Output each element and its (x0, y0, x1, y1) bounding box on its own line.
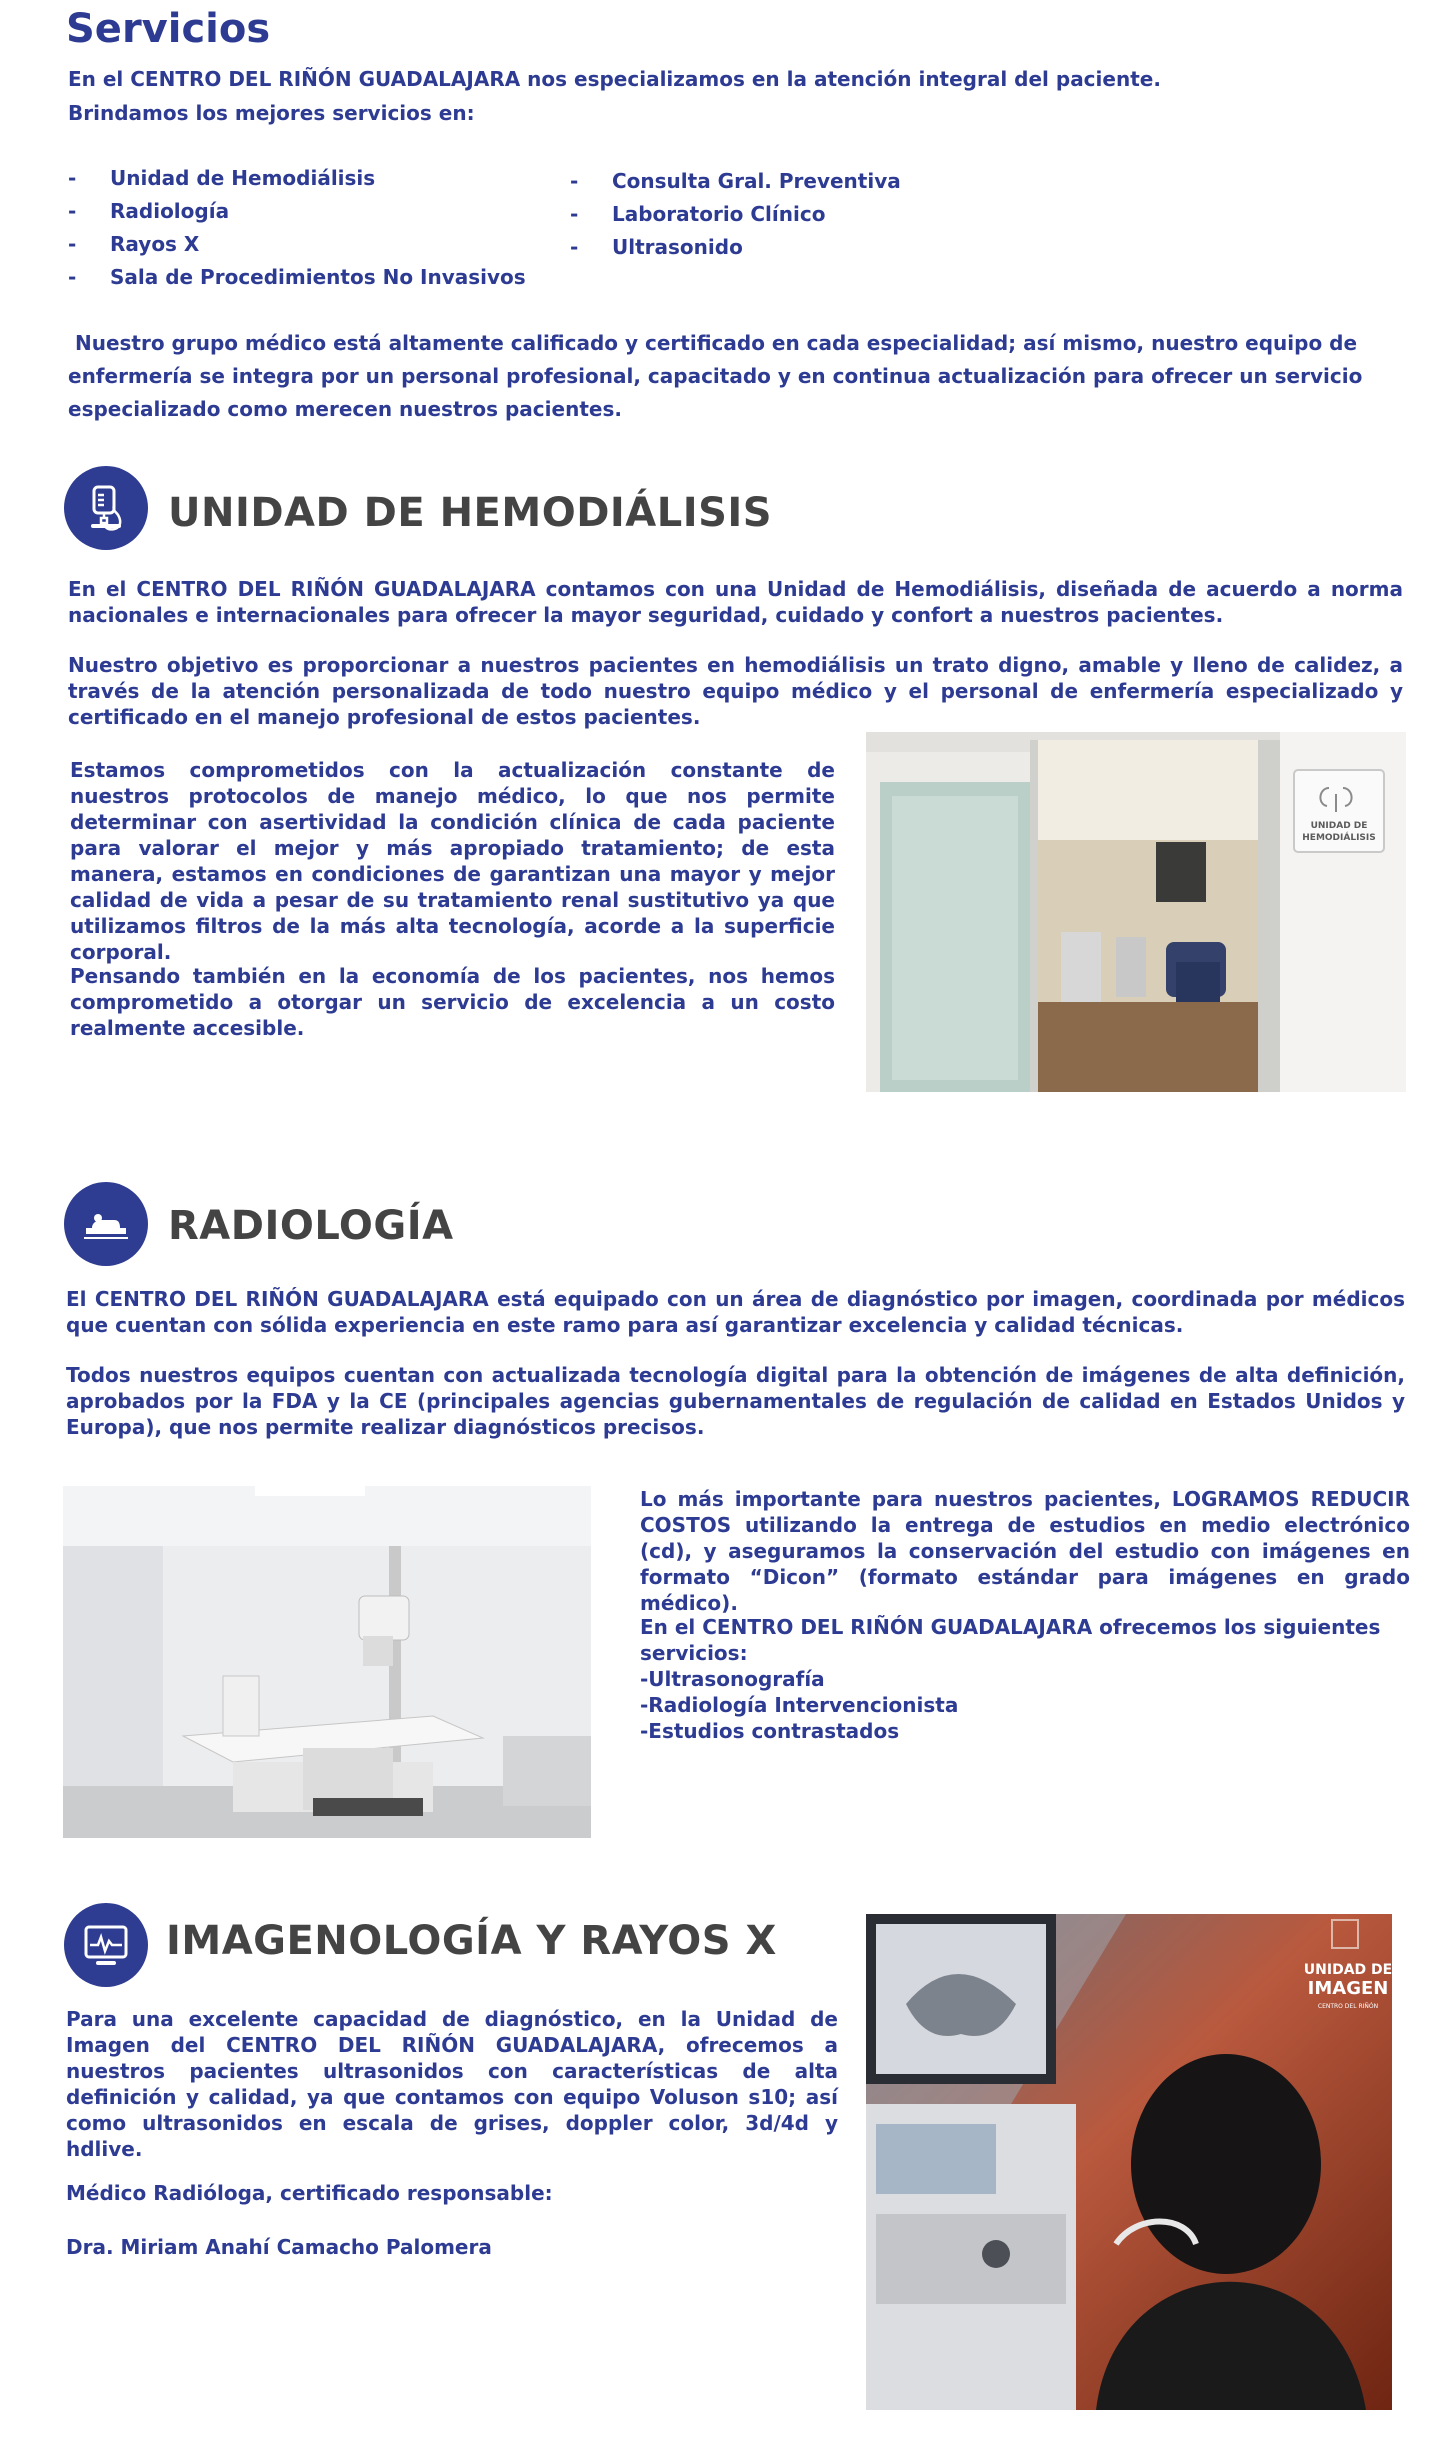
services-list-right (570, 165, 970, 264)
section-title-hemodialisis: UNIDAD DE HEMODIÁLISIS (168, 490, 773, 536)
logo-line-1: UNIDAD DE (1303, 1962, 1392, 1978)
logo-line-3: CENTRO DEL RIÑÓN (1317, 2003, 1379, 2010)
list-item: -Ultrasonografía (640, 1667, 825, 1691)
intro-line-2: Brindamos los mejores servicios en: (68, 101, 475, 125)
monitor-wave-icon (64, 1903, 148, 1987)
imagenologia-paragraph-1: Para una excelente capacidad de diagnóstico, en la Unidad de Imagen del CENTRO DEL RIÑÓN GUADALAJARA, ofrecemos a nuestros pacientes ultrasonidos con características de alta definición y calidad, ya que contamos con equipo Voluson s10; así como ultrasonidos en escala de grises, doppler color, 3d/4d y hdlive. (66, 2007, 838, 2161)
list-item: - Ultrasonido (570, 235, 743, 259)
list-item: - Laboratorio Clínico (570, 202, 826, 226)
ultrasound-photo (866, 1914, 1392, 2410)
sign-label-1: UNIDAD DE (1310, 821, 1368, 831)
imagenologia-paragraph-3: Dra. Miriam Anahí Camacho Palomera (66, 2235, 492, 2259)
radiologia-paragraph-3: Lo más importante para nuestros pacientes, LOGRAMOS REDUCIR COSTOS utilizando la entrega de estudios en medio electrónico (cd), y aseguramos la conservación del estudio con imágenes en formato “Dicon” (formato estándar para imágenes en grado médico). (640, 1487, 1410, 1615)
group-paragraph: Nuestro grupo médico está altamente calificado y certificado en cada especialidad; así mismo, nuestro equipo de enfermería se integra por un personal profesional, capacitado y en continua actualización para ofrecer un servicio especializado como merecen nuestros pacientes. (68, 331, 1370, 421)
hemodialisis-paragraph-1: En el CENTRO DEL RIÑÓN GUADALAJARA contamos con una Unidad de Hemodiálisis, diseñada de acuerdo a norma nacionales e internacionales para ofrecer la mayor seguridad, cuidado y confort a nuestros pacientes. (68, 577, 1403, 627)
hemodialisis-paragraph-2: Nuestro objetivo es proporcionar a nuestros pacientes en hemodiálisis un trato digno, amable y lleno de calidez, a través de la atención personalizada de todo nuestro equipo médico y el personal de enfermería especializado y certificado en el manejo profesional de estos pacientes. (68, 653, 1403, 729)
xray-room-photo (63, 1486, 591, 1838)
list-item: - Sala de Procedimientos No Invasivos (68, 265, 526, 289)
intro-line-1: En el CENTRO DEL RIÑÓN GUADALAJARA nos especializamos en la atención integral del paciente. (68, 67, 1161, 91)
sign-label-2: HEMODIÁLISIS (1302, 833, 1376, 843)
iv-bag-icon (64, 466, 148, 550)
radiologia-paragraph-2: Todos nuestros equipos cuentan con actualizada tecnología digital para la obtención de imágenes de alta definición, aprobados por la FDA y la CE (principales agencias gubernamentales de regulación de calidad en Estados Unidos y Europa), que nos permite realizar diagnósticos precisos. (66, 1363, 1405, 1439)
list-item: - Unidad de Hemodiálisis (68, 166, 376, 190)
services-list-left (68, 162, 548, 294)
section-title-radiologia: RADIOLOGÍA (168, 1203, 454, 1249)
hemodialisis-paragraph-4: Pensando también en la economía de los pacientes, nos hemos comprometido a otorgar un servicio de excelencia a un costo realmente accesible. (70, 964, 835, 1040)
hemodialisis-paragraph-3: Estamos comprometidos con la actualización constante de nuestros protocolos de manejo médico, lo que nos permite determinar con asertividad la condición clínica de cada paciente para valorar el mejor y más apropiado tratamiento; de esta manera, estamos en condiciones de garantizan una mayor y mejor calidad de vida a pesar de su tratamiento renal sustitutivo ya que utilizamos filtros de la más alta tecnología, acorde a la superficie corporal. (70, 758, 835, 964)
list-item: - Radiología (68, 199, 230, 223)
radiologia-paragraph-4: En el CENTRO DEL RIÑÓN GUADALAJARA ofrecemos los siguientes servicios: (640, 1615, 1381, 1665)
xray-table-icon (64, 1182, 148, 1266)
imagenologia-paragraph-2: Médico Radióloga, certificado responsable: (66, 2181, 553, 2205)
list-item: -Radiología Intervencionista (640, 1693, 959, 1717)
list-item: - Consulta Gral. Preventiva (570, 169, 901, 193)
section-title-imagenologia: IMAGENOLOGÍA Y RAYOS X (166, 1918, 777, 1964)
hemodialisis-room-photo (866, 732, 1406, 1092)
logo-line-2: IMAGEN (1307, 1978, 1389, 1999)
list-item: -Estudios contrastados (640, 1719, 900, 1743)
page-title: Servicios (66, 6, 271, 52)
list-item: - Rayos X (68, 232, 200, 256)
radiologia-services-list (640, 1666, 1140, 1744)
radiologia-paragraph-1: El CENTRO DEL RIÑÓN GUADALAJARA está equipado con un área de diagnóstico por imagen, coordinada por médicos que cuentan con sólida experiencia en este ramo para así garantizar excelencia y calidad técnicas. (66, 1287, 1405, 1337)
